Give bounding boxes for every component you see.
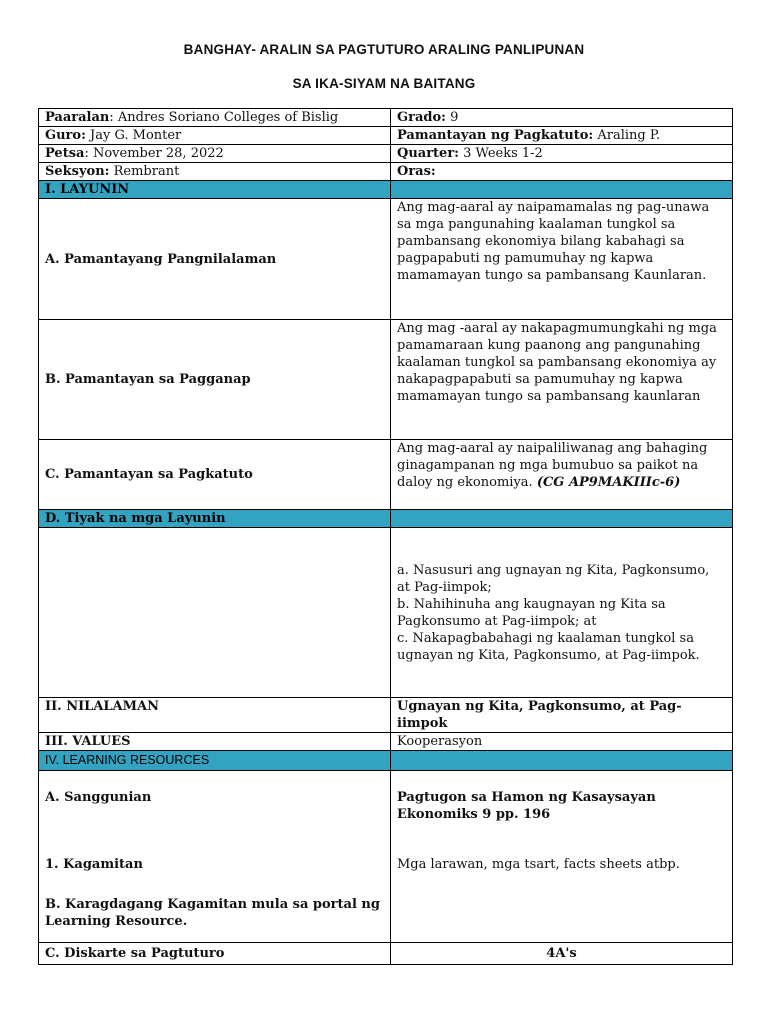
row-sanggunian (39, 771, 733, 943)
quarter-value: 3 Weeks 1-2 (458, 146, 543, 161)
tiyak-item: b. Nahihinuha ang kaugnayan ng Kita sa Pagkonsumo at Pag-iimpok; at (397, 596, 666, 629)
diskarte-label: C. Diskarte sa Pagtuturo (39, 943, 391, 965)
row-nilalaman (39, 698, 733, 733)
document-subtitle: SA IKA-SIYAM NA BAITANG (292, 76, 476, 91)
petsa-label: Petsa (45, 146, 85, 161)
section-header-resources (39, 751, 733, 771)
tiyak-item: a. Nasusuri ang ugnayan ng Kita, Pagkonsumo, at Pag-iimpok; (397, 562, 710, 595)
diskarte-value: 4A's (391, 943, 733, 965)
pangnilalaman-label: A. Pamantayang Pangnilalaman (39, 199, 391, 320)
guro-value: Jay G. Monter (85, 128, 182, 143)
sanggunian-value: Pagtugon sa Hamon ng Kasaysayan Ekonomiks 9 pp. 196 (397, 790, 656, 822)
lesson-plan-table (38, 108, 733, 965)
info-row-guro (39, 127, 733, 145)
pamantayan-value: Araling P. (593, 128, 661, 143)
guro-label: Guro: (45, 128, 86, 143)
grado-cell (391, 109, 733, 127)
seksyon-value: Rembrant (109, 164, 180, 179)
petsa-cell (39, 145, 391, 163)
kagamitan-label: 1. Kagamitan (45, 857, 143, 872)
section-header-tiyak (39, 510, 733, 528)
grado-value: 9 (445, 110, 459, 125)
info-row-paaralan (39, 109, 733, 127)
row-tiyak-na-layunin (39, 528, 733, 698)
sanggunian-cell (39, 771, 391, 943)
quarter-label: Quarter: (397, 146, 459, 161)
pagkatuto-text: Ang mag-aaral ay naipaliliwanag ang bahaging ginagampanan ng mga bumubuo sa paikot na daloy ng ekonomiya. (397, 441, 708, 490)
pangnilalaman-text: Ang mag-aaral ay naipamamalas ng pag-unawa sa mga pangunahing kaalaman tungkol sa pambansang ekonomiya bilang kabahagi sa pagpapabuti ng pamumuhay ng kapwa mamamayan tungo sa pambansang Kaunlaran. (391, 199, 733, 320)
oras-label: Oras: (397, 164, 436, 179)
paaralan-value: : Andres Soriano Colleges of Bislig (109, 110, 339, 125)
values-label: III. VALUES (39, 733, 391, 751)
grado-label: Grado: (397, 110, 446, 125)
resources-heading: IV. LEARNING RESOURCES (39, 751, 391, 771)
curriculum-code: (CG AP9MAKIIIc-6) (536, 475, 681, 490)
seksyon-cell (39, 163, 391, 181)
quarter-cell (391, 145, 733, 163)
row-values (39, 733, 733, 751)
pagganap-text: Ang mag -aaral ay nakapagmumungkahi ng mga pamamaraan kung paanong ang pangunahing kaalaman tungkol sa pambansang ekonomiya ay nakapagpapabuti sa pamumuhay ng kapwa mamamayan tungo sa pambansang kaunlaran (391, 320, 733, 440)
info-row-petsa (39, 145, 733, 163)
tiyak-list (391, 528, 733, 698)
pamantayan-cell (391, 127, 733, 145)
seksyon-label: Seksyon: (45, 164, 110, 179)
paaralan-label: Paaralan (45, 110, 110, 125)
guro-cell (39, 127, 391, 145)
pagkatuto-cell (391, 440, 733, 510)
info-row-seksyon (39, 163, 733, 181)
sanggunian-label: A. Sanggunian (45, 790, 152, 805)
oras-cell (391, 163, 733, 181)
kagamitan-value: Mga larawan, mga tsart, facts sheets atbp. (397, 857, 680, 872)
row-diskarte (39, 943, 733, 965)
sanggunian-values-cell (391, 771, 733, 943)
pagkatuto-label: C. Pamantayan sa Pagkatuto (39, 440, 391, 510)
row-pamantayang-pangnilalaman (39, 199, 733, 320)
petsa-value: : November 28, 2022 (84, 146, 224, 161)
values-value: Kooperasyon (391, 733, 733, 751)
tiyak-item: c. Nakapagbabahagi ng kaalaman tungkol sa ugnayan ng Kita, Pagkonsumo, at Pag-iimpok. (397, 630, 700, 663)
karagdagang-label: B. Karagdagang Kagamitan mula sa portal ng Learning Resource. (45, 897, 380, 929)
pamantayan-label: Pamantayan ng Pagkatuto: (397, 128, 594, 143)
nilalaman-label: II. NILALAMAN (39, 698, 391, 733)
nilalaman-value: Ugnayan ng Kita, Pagkonsumo, at Pag-iimpok (391, 698, 733, 733)
pagganap-label: B. Pamantayan sa Pagganap (39, 320, 391, 440)
paaralan-cell (39, 109, 391, 127)
document-title: BANGHAY- ARALIN SA PAGTUTURO ARALING PANLIPUNAN (183, 42, 585, 57)
section-header-layunin (39, 181, 733, 199)
row-pamantayan-pagkatuto (39, 440, 733, 510)
row-pamantayan-pagganap (39, 320, 733, 440)
layunin-heading: I. LAYUNIN (39, 181, 391, 199)
tiyak-heading: D. Tiyak na mga Layunin (39, 510, 391, 528)
